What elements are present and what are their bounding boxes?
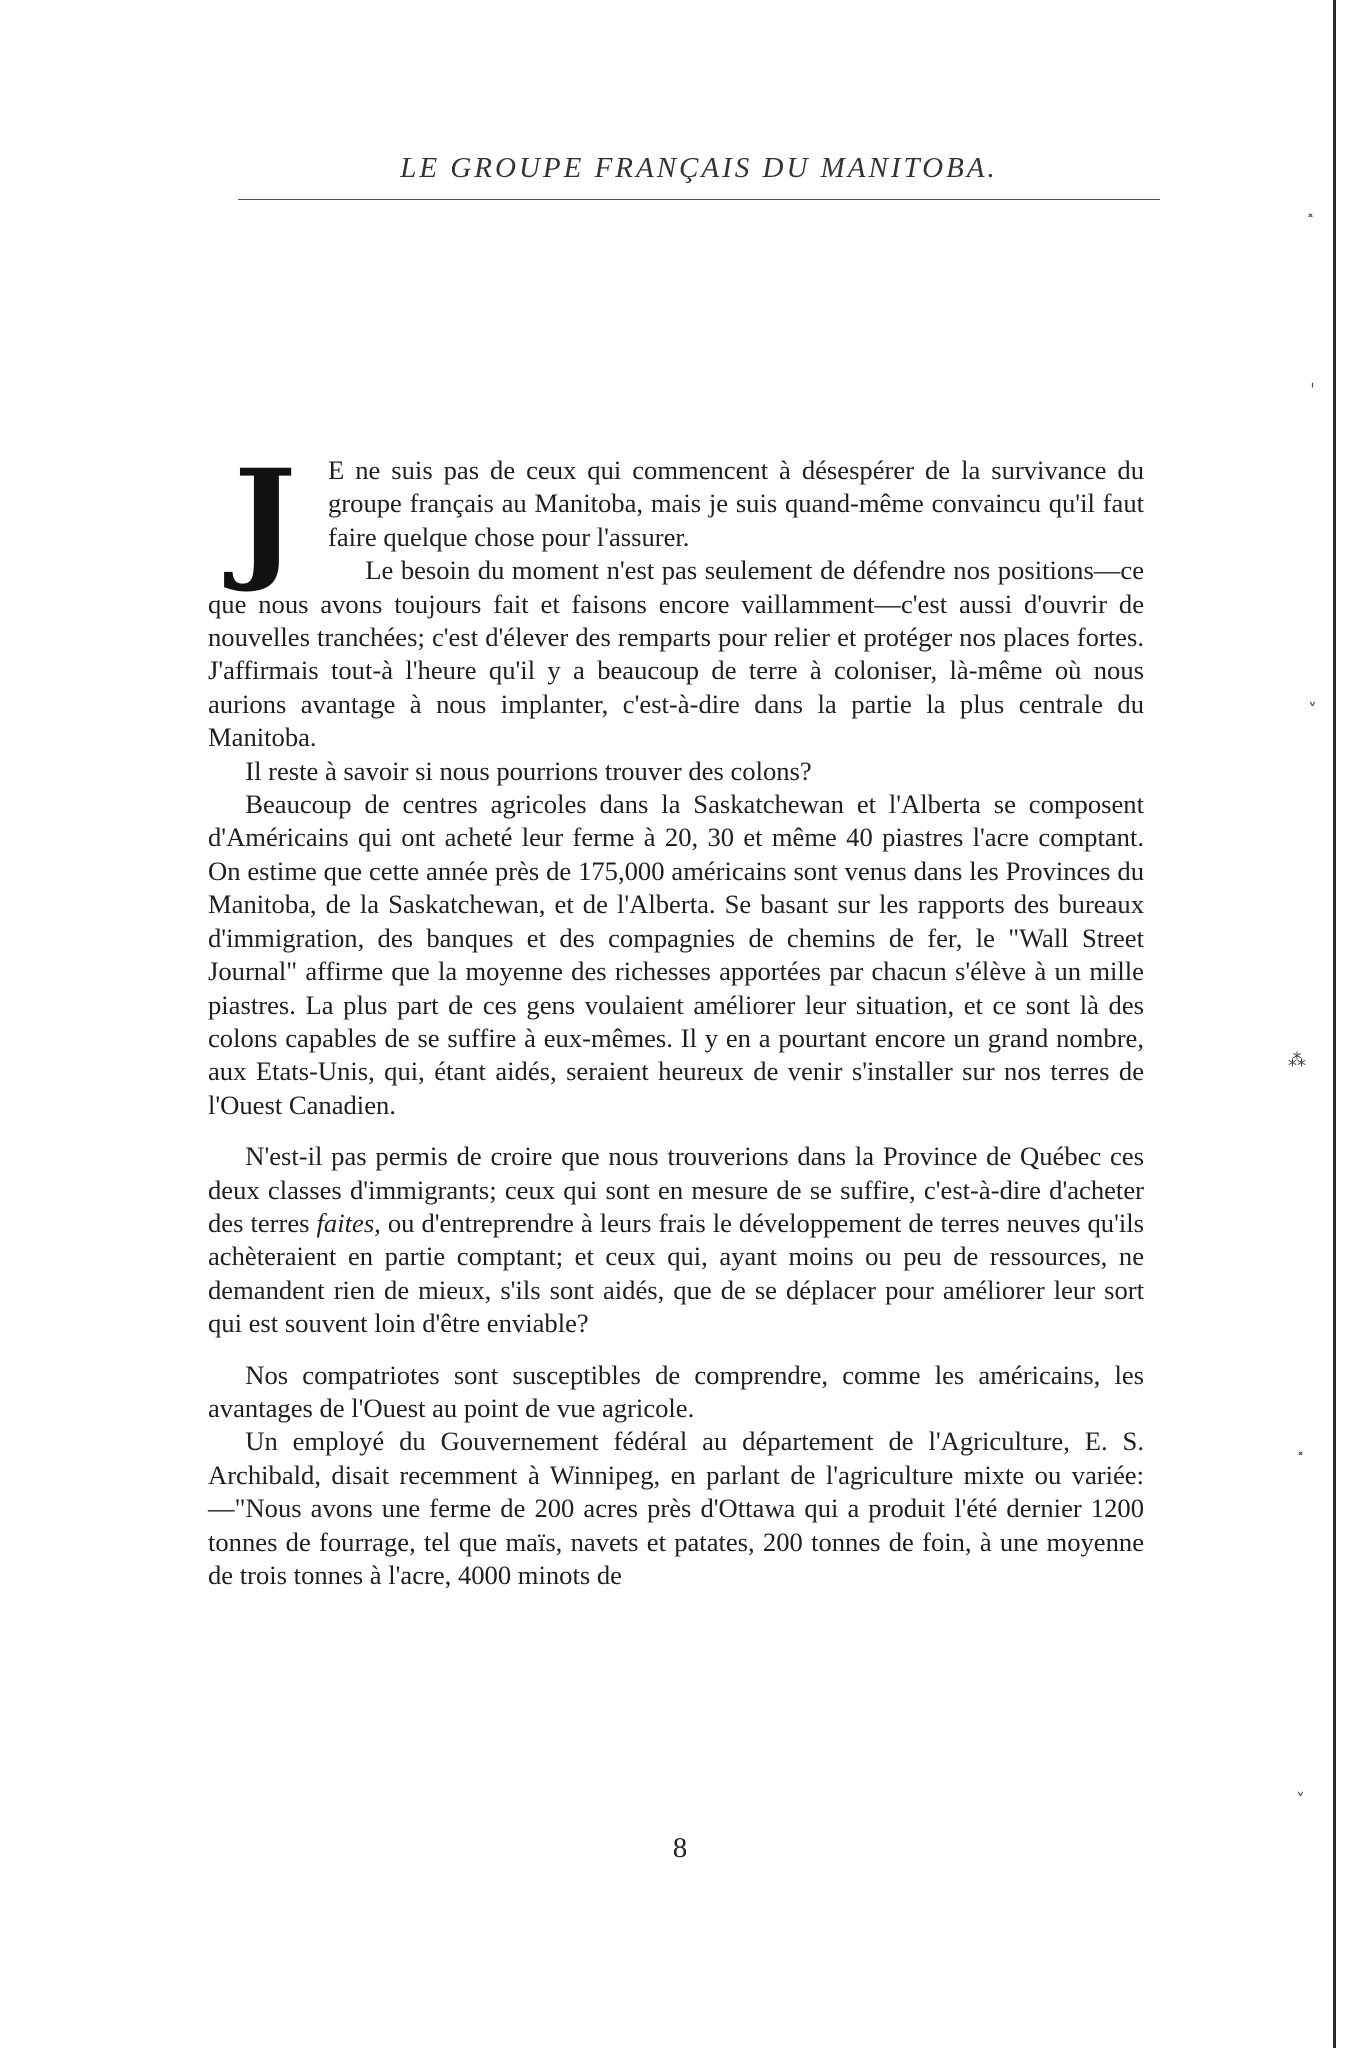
margin-speck-icon: ˅ xyxy=(1296,1790,1305,1811)
paragraph-5-text-before: N'est-il pas permis de croire que nous trouverions dans la Province de Québec ces deux classes d'immigrants; ceux qui sont en mesure de se suffire, c'est-à-dire d'acheter des terres xyxy=(208,1141,1144,1238)
paragraph-5-emphasis: faites, xyxy=(316,1207,381,1238)
page-number: 8 xyxy=(672,1832,688,1864)
paragraph-3: Il reste à savoir si nous pourrions trouver des colons? xyxy=(245,755,812,786)
paragraph-5-text-after: ou d'entreprendre à leurs frais le développement de terres neuves qu'ils achèteraient en partie comptant; et ceux qui, ayant moins ou peu de ressources, ne demandent rien de mieux, s'ils sont aidés, que de se déplacer pour améliorer leur sort qui est souvent loin d'être enviable? xyxy=(208,1207,1144,1339)
margin-speck-icon: ˟ xyxy=(1306,212,1315,233)
margin-speck-icon: ˟ xyxy=(1296,1450,1305,1471)
paragraph-5 xyxy=(208,1140,1144,1340)
paragraph-4: Beaucoup de centres agricoles dans la Saskatchewan et l'Alberta se composent d'Américains qui ont acheté leur ferme à 20, 30 et même 40 piastres l'acre comptant. On estime que cette année près de 175,000 américains sont venus dans les Provinces du Manitoba, de la Saskatchewan, et de l'Alberta. Se basant sur les rapports des bureaux d'immigration, des banques et des compagnies de chemins de fer, le "Wall Street Journal" affirme que la moyenne des richesses apportées par chacun s'élève à un mille piastres. La plus part de ces gens voulaient améliorer leur situation, et ce sont là des colons capables de se suffire à eux-mêmes. Il y en a pourtant encore un grand nombre, aux Etats-Unis, qui, étant aidés, seraient heureux de venir s'installer sur nos terres de l'Ouest Canadien. xyxy=(208,789,1144,1120)
margin-speck-icon: ⁂ xyxy=(1288,1050,1306,1071)
margin-speck-icon: ˈ xyxy=(1310,380,1315,401)
paragraph-6: Nos compatriotes sont susceptibles de comprendre, comme les américains, les avantages de l'Ouest au point de vue agricole. xyxy=(208,1359,1144,1423)
running-title: LE GROUPE FRANÇAIS DU MANITOBA. xyxy=(400,152,998,184)
header-rule xyxy=(238,199,1160,200)
article-body xyxy=(208,441,1144,1592)
paragraph-1-text: ne suis pas de ceux qui commencent à désespérer de la survivance du groupe français au Manitoba, mais je suis quand-même convaincu qu'il faut faire quelque chose pour l'assurer. xyxy=(328,455,1144,552)
paragraph-2: Le besoin du moment n'est pas seulement de défendre nos positions—ce que nous avons toujours fait et faisons encore vaillamment—c'est aussi d'ouvrir de nouvelles tranchées; c'est d'élever des remparts pour relier et protéger nos places fortes. J'affirmais tout-à l'heure qu'il y a beaucoup de terre à coloniser, là-même où nous aurions avantage à nous implanter, c'est-à-dire dans la partie la plus centrale du Manitoba. xyxy=(208,555,1144,753)
lead-letter: E xyxy=(328,455,345,485)
drop-cap-initial: J xyxy=(233,441,297,596)
paragraph-1 xyxy=(208,441,1144,596)
paragraph-7: Un employé du Gouvernement fédéral au département de l'Agriculture, E. S. Archibald, disait recemment à Winnipeg, en parlant de l'agriculture mixte ou variée:—"Nous avons une ferme de 200 acres près d'Ottawa qui a produit l'été dernier 1200 tonnes de fourrage, tel que maïs, navets et patates, 200 tonnes de foin, à une moyenne de trois tonnes à l'acre, 4000 minots de xyxy=(208,1426,1144,1590)
margin-speck-icon: ˅ xyxy=(1308,700,1317,721)
page-header xyxy=(238,152,1160,200)
